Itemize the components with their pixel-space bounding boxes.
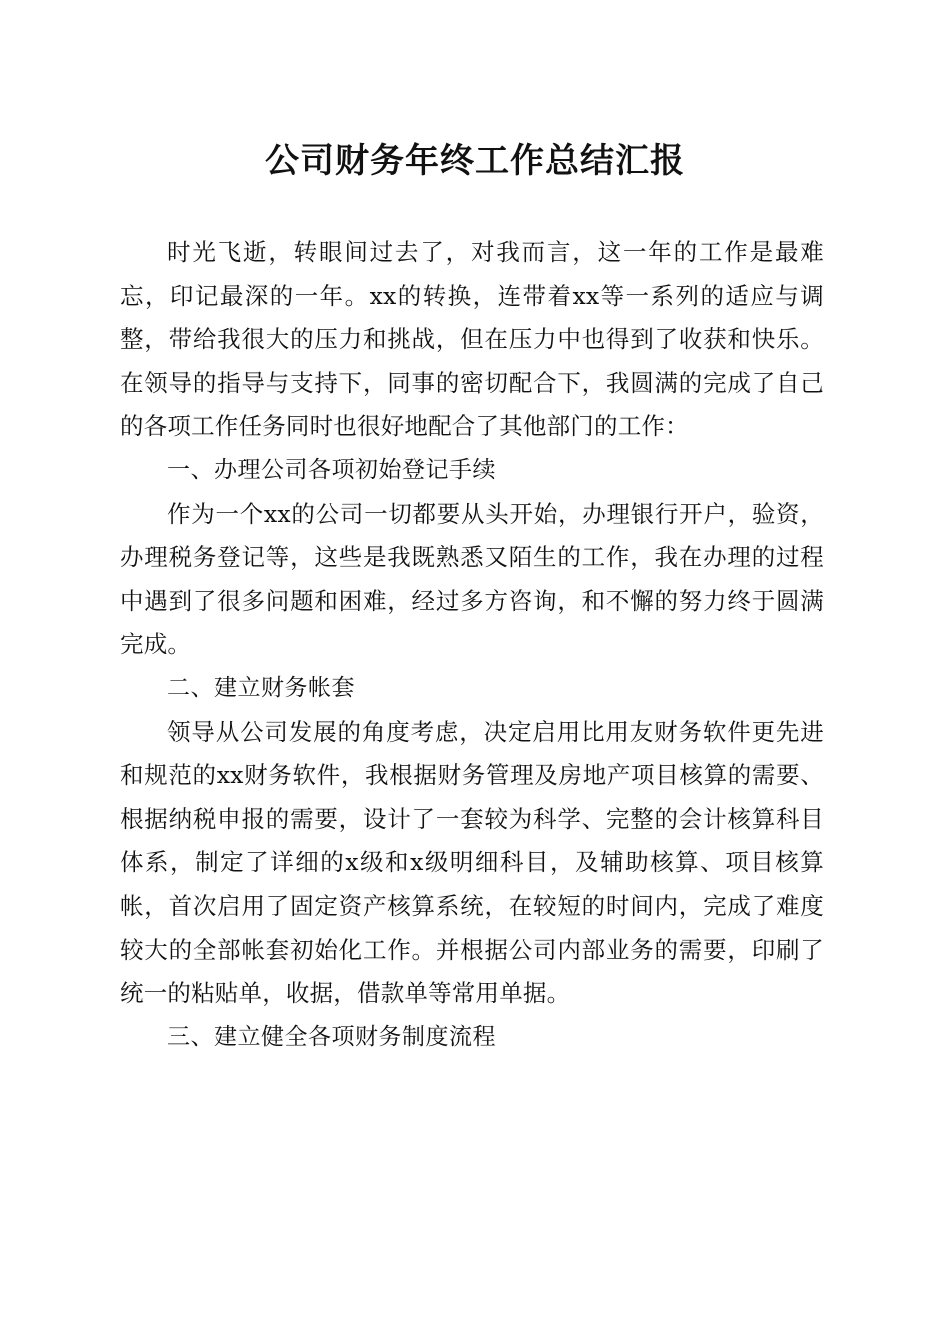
section-heading-1: 一、办理公司各项初始登记手续 [167,456,496,483]
document-body [120,231,824,1059]
document-title: 公司财务年终工作总结汇报 [265,141,685,181]
section-heading-2: 二、建立财务帐套 [167,674,355,701]
section-heading-3: 三、建立健全各项财务制度流程 [167,1023,496,1050]
section-body-1: 作为一个xx的公司一切都要从头开始，办理银行开户，验资，办理税务登记等，这些是我既熟悉又陌生的工作，我在办理的过程中遇到了很多问题和困难，经过多方咨询，和不懈的努力终于圆满完成。 [120,499,824,659]
intro-paragraph: 时光飞逝，转眼间过去了，对我而言，这一年的工作是最难忘，印记最深的一年。xx的转换，连带着xx等一系列的适应与调整，带给我很大的压力和挑战，但在压力中也得到了收获和快乐。在领导的指导与支持下，同事的密切配合下，我圆满的完成了自己的各项工作任务同时也很好地配合了其他部门的工作： [120,238,824,441]
section-body-2: 领导从公司发展的角度考虑，决定启用比用友财务软件更先进和规范的xx财务软件，我根据财务管理及房地产项目核算的需要、根据纳税申报的需要，设计了一套较为科学、完整的会计核算科目体系，制定了详细的x级和x级明细科目，及辅助核算、项目核算帐，首次启用了固定资产核算系统，在较短的时间内，完成了难度较大的全部帐套初始化工作。并根据公司内部业务的需要，印刷了统一的粘贴单，收据，借款单等常用单据。 [120,717,824,1008]
